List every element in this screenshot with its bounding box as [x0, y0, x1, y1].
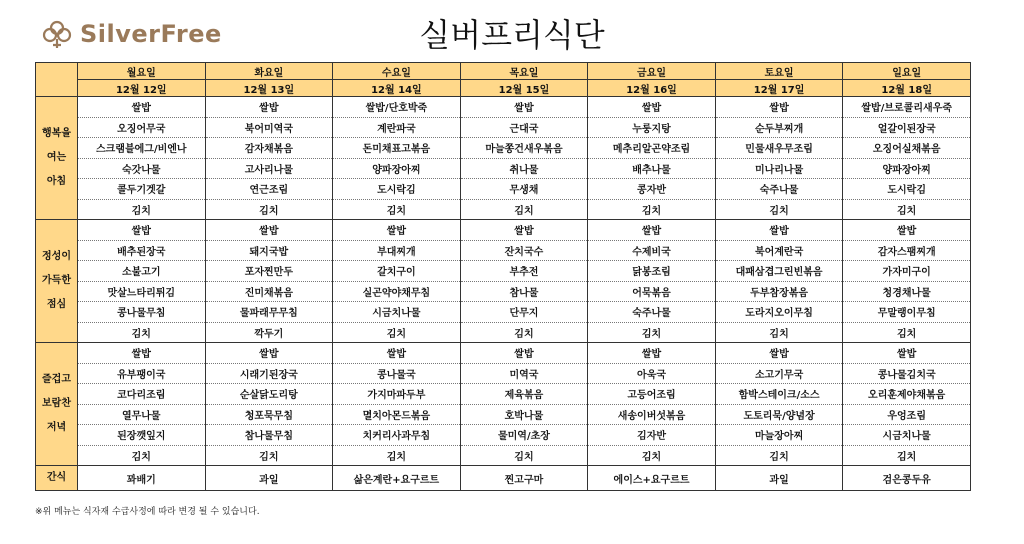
menu-row	[36, 404, 971, 425]
menu-item: 배추나물	[588, 158, 716, 179]
menu-item: 돼지국밥	[205, 240, 333, 261]
footnote: ※위 메뉴는 식자재 수급사정에 따라 변경 될 수 있습니다.	[35, 507, 260, 517]
meal-label	[36, 97, 78, 220]
menu-item: 북어계란국	[715, 240, 843, 261]
menu-item: 김치	[715, 322, 843, 343]
menu-row	[36, 363, 971, 384]
menu-item: 김치	[205, 199, 333, 220]
menu-item: 마늘장아찌	[715, 425, 843, 446]
menu-item: 제육볶음	[460, 384, 588, 405]
date-header: 12월 15일	[460, 80, 588, 97]
menu-item: 쌀밥	[205, 343, 333, 364]
menu-item: 두부참장볶음	[715, 281, 843, 302]
meal-label-line: 보람찬	[42, 398, 71, 409]
menu-item: 김치	[460, 199, 588, 220]
menu-item: 누룽지탕	[588, 117, 716, 138]
menu-item: 돈미채표고볶음	[333, 138, 461, 159]
menu-item: 무말랭이무침	[843, 302, 971, 323]
menu-item: 부추전	[460, 261, 588, 282]
menu-row	[36, 240, 971, 261]
menu-item: 근대국	[460, 117, 588, 138]
menu-item: 쌀밥	[843, 343, 971, 364]
meal-label	[36, 343, 78, 466]
snack-item: 과일	[715, 466, 843, 491]
menu-item: 함박스테이크/소스	[715, 384, 843, 405]
menu-item: 어묵볶음	[588, 281, 716, 302]
menu-row	[36, 158, 971, 179]
meal-label-line: 행복을	[42, 128, 71, 139]
menu-item: 유부팽이국	[78, 363, 206, 384]
menu-item: 김치	[78, 199, 206, 220]
menu-item: 아욱국	[588, 363, 716, 384]
menu-item: 쌀밥	[588, 343, 716, 364]
logo-text: SilverFree	[80, 20, 222, 48]
menu-item: 닭봉조림	[588, 261, 716, 282]
meal-label-line: 여는	[46, 152, 67, 163]
menu-item: 쌀밥	[715, 97, 843, 118]
menu-row	[36, 220, 971, 241]
menu-item: 김치	[78, 445, 206, 466]
menu-item: 오징어무국	[78, 117, 206, 138]
menu-item: 시금치나물	[333, 302, 461, 323]
menu-item: 양파장아찌	[843, 158, 971, 179]
menu-row	[36, 179, 971, 200]
menu-item: 김치	[460, 322, 588, 343]
menu-item: 김치	[843, 322, 971, 343]
menu-item: 마늘쫑건새우볶음	[460, 138, 588, 159]
menu-item: 쌀밥/단호박죽	[333, 97, 461, 118]
snack-row	[36, 466, 971, 491]
snack-item: 과일	[205, 466, 333, 491]
menu-item: 호박나물	[460, 404, 588, 425]
meal-label	[36, 220, 78, 343]
date-header: 12월 14일	[333, 80, 461, 97]
menu-item: 참나물	[460, 281, 588, 302]
snack-item: 찐고구마	[460, 466, 588, 491]
menu-item: 가지마파두부	[333, 384, 461, 405]
snack-item: 에이스+요구르트	[588, 466, 716, 491]
menu-item: 계란파국	[333, 117, 461, 138]
menu-item: 민물새우무조림	[715, 138, 843, 159]
menu-item: 쌀밥	[205, 220, 333, 241]
menu-item: 새송이버섯볶음	[588, 404, 716, 425]
menu-item: 도시락김	[843, 179, 971, 200]
day-header: 목요일	[460, 63, 588, 80]
menu-item: 도시락김	[333, 179, 461, 200]
menu-item: 쌀밥	[460, 343, 588, 364]
day-header: 금요일	[588, 63, 716, 80]
menu-item: 대패삼겹그린빈볶음	[715, 261, 843, 282]
menu-item: 쌀밥	[78, 343, 206, 364]
menu-item: 김치	[715, 199, 843, 220]
menu-item: 쌀밥	[460, 97, 588, 118]
menu-item: 쌀밥	[715, 343, 843, 364]
menu-item: 쌀밥	[78, 97, 206, 118]
menu-item: 스크램블에그/비엔나	[78, 138, 206, 159]
menu-row	[36, 302, 971, 323]
menu-item: 물미역/초장	[460, 425, 588, 446]
menu-item: 소고기무국	[715, 363, 843, 384]
menu-row	[36, 138, 971, 159]
menu-item: 김치	[333, 322, 461, 343]
menu-row	[36, 199, 971, 220]
menu-item: 김치	[588, 445, 716, 466]
menu-item: 북어미역국	[205, 117, 333, 138]
menu-item: 소불고기	[78, 261, 206, 282]
date-header: 12월 12일	[78, 80, 206, 97]
menu-item: 김치	[205, 445, 333, 466]
menu-item: 양파장아찌	[333, 158, 461, 179]
day-header: 화요일	[205, 63, 333, 80]
menu-item: 얼갈이된장국	[843, 117, 971, 138]
meal-label-line: 즐겁고	[42, 374, 71, 385]
menu-item: 고등어조림	[588, 384, 716, 405]
menu-row	[36, 97, 971, 118]
menu-item: 김치	[460, 445, 588, 466]
menu-item: 오리훈제야채볶음	[843, 384, 971, 405]
menu-item: 단무지	[460, 302, 588, 323]
menu-item: 잔치국수	[460, 240, 588, 261]
menu-item: 김치	[843, 199, 971, 220]
menu-item: 열무나물	[78, 404, 206, 425]
menu-item: 도라지오이무침	[715, 302, 843, 323]
menu-item: 김치	[333, 445, 461, 466]
menu-item: 맛살느타리튀김	[78, 281, 206, 302]
menu-item: 김치	[333, 199, 461, 220]
menu-item: 쌀밥	[333, 220, 461, 241]
menu-item: 취나물	[460, 158, 588, 179]
menu-item: 콩나물국	[333, 363, 461, 384]
menu-item: 쌀밥	[588, 220, 716, 241]
page-title: 실버프리식단	[419, 16, 605, 54]
menu-item: 순살닭도리탕	[205, 384, 333, 405]
day-header: 수요일	[333, 63, 461, 80]
menu-row	[36, 281, 971, 302]
header-corner	[36, 63, 78, 97]
menu-item: 부대찌개	[333, 240, 461, 261]
menu-item: 깍두기	[205, 322, 333, 343]
menu-item: 쌀밥	[715, 220, 843, 241]
menu-item: 김치	[588, 322, 716, 343]
menu-item: 청경채나물	[843, 281, 971, 302]
menu-row	[36, 425, 971, 446]
date-header: 12월 17일	[715, 80, 843, 97]
menu-item: 김치	[715, 445, 843, 466]
menu-item: 진미채볶음	[205, 281, 333, 302]
menu-item: 쌀밥	[843, 220, 971, 241]
menu-item: 시래기된장국	[205, 363, 333, 384]
menu-item: 무생채	[460, 179, 588, 200]
menu-item: 배추된장국	[78, 240, 206, 261]
menu-item: 김치	[78, 322, 206, 343]
menu-item: 메추리알곤약조림	[588, 138, 716, 159]
menu-item: 연근조림	[205, 179, 333, 200]
menu-item: 참나물무침	[205, 425, 333, 446]
menu-table	[35, 62, 971, 491]
menu-item: 미나리나물	[715, 158, 843, 179]
date-header: 12월 18일	[843, 80, 971, 97]
snack-item: 삶은계란+요구르트	[333, 466, 461, 491]
menu-item: 김자반	[588, 425, 716, 446]
menu-item: 김치	[843, 445, 971, 466]
menu-item: 김치	[588, 199, 716, 220]
menu-row	[36, 322, 971, 343]
menu-row	[36, 445, 971, 466]
menu-item: 콩나물무침	[78, 302, 206, 323]
menu-item: 숙갓나물	[78, 158, 206, 179]
menu-item: 콩나물김치국	[843, 363, 971, 384]
day-header: 토요일	[715, 63, 843, 80]
menu-row	[36, 343, 971, 364]
menu-item: 고사리나물	[205, 158, 333, 179]
menu-item: 숙주나물	[715, 179, 843, 200]
menu-item: 실곤약야채무침	[333, 281, 461, 302]
menu-item: 미역국	[460, 363, 588, 384]
menu-item: 감자스팸찌개	[843, 240, 971, 261]
meal-label-line: 저녁	[46, 422, 67, 433]
menu-item: 쌀밥	[78, 220, 206, 241]
menu-item: 청포묵무침	[205, 404, 333, 425]
menu-item: 쌀밥	[588, 97, 716, 118]
snack-label: 간식	[36, 466, 78, 491]
menu-row	[36, 261, 971, 282]
snack-item: 검은콩두유	[843, 466, 971, 491]
menu-item: 가자미구이	[843, 261, 971, 282]
menu-item: 쌀밥	[460, 220, 588, 241]
date-header: 12월 13일	[205, 80, 333, 97]
menu-item: 물파래무무침	[205, 302, 333, 323]
meal-label-line: 정성이	[42, 251, 71, 262]
date-header: 12월 16일	[588, 80, 716, 97]
menu-item: 오징어실채볶음	[843, 138, 971, 159]
menu-item: 된장깻잎지	[78, 425, 206, 446]
menu-item: 코다리조림	[78, 384, 206, 405]
meal-label-line: 점심	[46, 299, 67, 310]
menu-item: 수제비국	[588, 240, 716, 261]
day-header: 일요일	[843, 63, 971, 80]
menu-item: 도토리묵/양념장	[715, 404, 843, 425]
menu-item: 치커리사과무침	[333, 425, 461, 446]
menu-item: 쌀밥	[333, 343, 461, 364]
menu-item: 쌀밥/브로콜리새우죽	[843, 97, 971, 118]
menu-row	[36, 117, 971, 138]
menu-item: 포자찐만두	[205, 261, 333, 282]
menu-item: 갈치구이	[333, 261, 461, 282]
meal-label-line: 아침	[46, 176, 67, 187]
menu-item: 쌀밥	[205, 97, 333, 118]
snack-item: 꽈배기	[78, 466, 206, 491]
menu-item: 콜두기겟갈	[78, 179, 206, 200]
menu-item: 감자채볶음	[205, 138, 333, 159]
menu-row	[36, 384, 971, 405]
menu-item: 숙주나물	[588, 302, 716, 323]
meal-label-line: 가득한	[42, 275, 71, 286]
menu-item: 우엉조림	[843, 404, 971, 425]
menu-item: 순두부찌개	[715, 117, 843, 138]
menu-item: 콩자반	[588, 179, 716, 200]
menu-item: 멸치아몬드볶음	[333, 404, 461, 425]
menu-item: 시금치나물	[843, 425, 971, 446]
day-header: 월요일	[78, 63, 206, 80]
